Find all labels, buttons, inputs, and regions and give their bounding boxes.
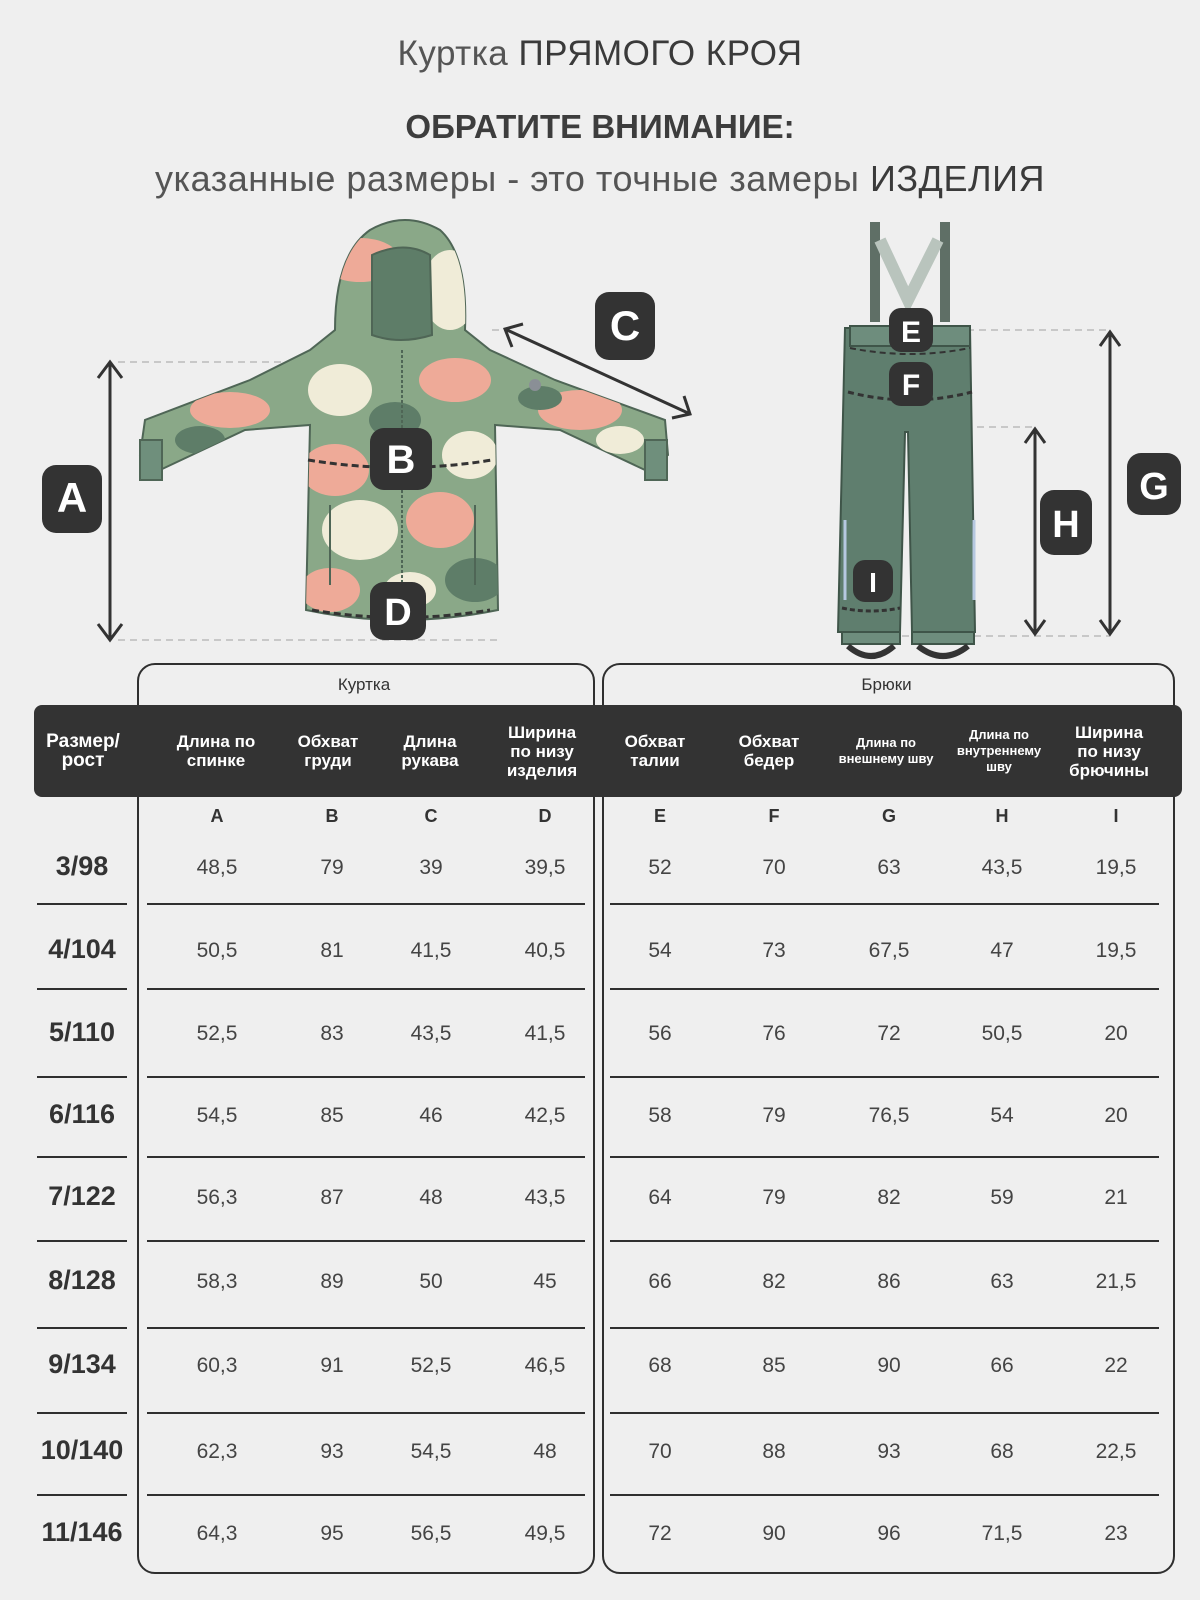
column-header-e: Обхват талии — [624, 732, 686, 770]
marker-f — [889, 362, 933, 406]
value-cell: 66 — [648, 1270, 672, 1293]
column-letter-h: H — [995, 806, 1009, 826]
value-cell: 71,5 — [981, 1522, 1023, 1545]
column-letter-i: I — [1113, 806, 1119, 826]
svg-text:D: D — [384, 592, 412, 634]
value-cell: 76,5 — [868, 1104, 910, 1127]
value-cell: 45 — [533, 1270, 557, 1293]
value-cell: 42,5 — [524, 1104, 566, 1127]
column-header-f: Обхват бедер — [738, 732, 800, 770]
value-cell: 39,5 — [524, 856, 566, 879]
row-divider — [610, 1076, 1159, 1078]
row-divider — [37, 1240, 127, 1242]
column-header-size: Размер/ рост — [46, 731, 120, 771]
column-header-c: Длина рукава — [401, 732, 459, 770]
value-cell: 39 — [419, 856, 443, 879]
row-divider — [610, 903, 1159, 905]
value-cell: 43,5 — [981, 856, 1023, 879]
column-letter-d: D — [538, 806, 552, 826]
value-cell: 43,5 — [410, 1022, 452, 1045]
value-cell: 52,5 — [410, 1354, 452, 1377]
value-cell: 93 — [320, 1440, 344, 1463]
value-cell: 73 — [762, 939, 786, 962]
svg-text:H: H — [1052, 504, 1080, 546]
svg-text:E: E — [900, 316, 922, 349]
value-cell: 68 — [648, 1354, 672, 1377]
column-header-h: Длина по внутреннему шву — [956, 727, 1042, 774]
value-cell: 89 — [320, 1270, 344, 1293]
value-cell: 50,5 — [981, 1022, 1023, 1045]
row-divider — [147, 1156, 585, 1158]
row-divider — [610, 988, 1159, 990]
value-cell: 20 — [1104, 1022, 1128, 1045]
value-cell: 85 — [762, 1354, 786, 1377]
column-letter-c: C — [424, 806, 438, 826]
value-cell: 54 — [990, 1104, 1014, 1127]
value-cell: 52 — [648, 856, 672, 879]
column-letter-b: B — [325, 806, 339, 826]
column-header-b: Обхват груди — [297, 732, 359, 770]
row-divider — [147, 1494, 585, 1496]
value-cell: 72 — [877, 1022, 901, 1045]
value-cell: 56,5 — [410, 1522, 452, 1545]
marker-i — [853, 560, 893, 602]
size-cell: 10/140 — [40, 1435, 124, 1465]
subtitle: указанные размеры - это точные замеры ИЗДЕЛИЯ — [155, 158, 1045, 199]
value-cell: 72 — [648, 1522, 672, 1545]
value-cell: 63 — [877, 856, 901, 879]
size-cell: 5/110 — [48, 1017, 116, 1047]
value-cell: 79 — [762, 1186, 786, 1209]
column-letter-a: A — [210, 806, 224, 826]
value-cell: 87 — [320, 1186, 344, 1209]
value-cell: 54,5 — [410, 1440, 452, 1463]
value-cell: 46 — [419, 1104, 443, 1127]
row-divider — [610, 1240, 1159, 1242]
marker-c — [595, 292, 655, 360]
value-cell: 49,5 — [524, 1522, 566, 1545]
marker-e — [889, 308, 933, 352]
marker-a — [42, 465, 102, 533]
value-cell: 82 — [877, 1186, 901, 1209]
value-cell: 22 — [1104, 1354, 1128, 1377]
value-cell: 52,5 — [196, 1022, 238, 1045]
value-cell: 59 — [990, 1186, 1014, 1209]
row-divider — [147, 1076, 585, 1078]
svg-text:F: F — [901, 369, 921, 402]
value-cell: 48 — [419, 1186, 443, 1209]
value-cell: 56,3 — [196, 1186, 238, 1209]
row-divider — [147, 903, 585, 905]
value-cell: 82 — [762, 1270, 786, 1293]
value-cell: 56 — [648, 1022, 672, 1045]
value-cell: 41,5 — [410, 939, 452, 962]
svg-text:I: I — [869, 567, 877, 598]
column-header-d: Ширина по низу изделия — [506, 722, 578, 780]
value-cell: 20 — [1104, 1104, 1128, 1127]
value-cell: 64,3 — [196, 1522, 238, 1545]
value-cell: 48 — [533, 1440, 557, 1463]
table-header — [34, 705, 1182, 797]
value-cell: 22,5 — [1095, 1440, 1137, 1463]
svg-text:G: G — [1139, 466, 1169, 508]
value-cell: 23 — [1104, 1522, 1128, 1545]
size-cell: 8/128 — [48, 1265, 116, 1295]
column-letter-e: E — [653, 806, 666, 826]
value-cell: 90 — [762, 1522, 786, 1545]
value-cell: 67,5 — [868, 939, 910, 962]
value-cell: 88 — [762, 1440, 786, 1463]
row-divider — [37, 1494, 127, 1496]
marker-g — [1127, 453, 1181, 515]
size-cell: 4/104 — [48, 934, 116, 964]
value-cell: 58 — [648, 1104, 672, 1127]
value-cell: 62,3 — [196, 1440, 238, 1463]
row-divider — [37, 1327, 127, 1329]
row-divider — [37, 988, 127, 990]
attention-heading: ОБРАТИТЕ ВНИМАНИЕ: — [405, 108, 795, 145]
row-divider — [37, 1076, 127, 1078]
garment-illustration — [0, 210, 1200, 662]
value-cell: 70 — [648, 1440, 672, 1463]
row-divider — [147, 988, 585, 990]
value-cell: 60,3 — [196, 1354, 238, 1377]
row-divider — [610, 1156, 1159, 1158]
value-cell: 50 — [419, 1270, 443, 1293]
value-cell: 46,5 — [524, 1354, 566, 1377]
value-cell: 95 — [320, 1522, 344, 1545]
value-cell: 19,5 — [1095, 856, 1137, 879]
row-divider — [37, 903, 127, 905]
svg-text:C: C — [609, 302, 641, 349]
row-divider — [147, 1412, 585, 1414]
column-header-i: Ширина по низу брючины — [1069, 722, 1149, 780]
size-cell: 3/98 — [55, 851, 109, 881]
value-cell: 63 — [990, 1270, 1014, 1293]
page-title: Куртка ПРЯМОГО КРОЯ — [397, 34, 803, 73]
value-cell: 70 — [762, 856, 786, 879]
value-cell: 66 — [990, 1354, 1014, 1377]
column-header-a: Длина по спинке — [176, 732, 256, 770]
value-cell: 54 — [648, 939, 672, 962]
row-divider — [147, 1327, 585, 1329]
value-cell: 81 — [320, 939, 344, 962]
value-cell: 21 — [1104, 1186, 1128, 1209]
marker-h — [1040, 490, 1092, 555]
value-cell: 91 — [320, 1354, 344, 1377]
value-cell: 41,5 — [524, 1022, 566, 1045]
value-cell: 47 — [990, 939, 1014, 962]
value-cell: 83 — [320, 1022, 344, 1045]
pants-group-title: Брюки — [861, 675, 912, 694]
row-divider — [147, 1240, 585, 1242]
value-cell: 40,5 — [524, 939, 566, 962]
value-cell: 43,5 — [524, 1186, 566, 1209]
column-letter-g: G — [881, 806, 896, 826]
value-cell: 21,5 — [1095, 1270, 1137, 1293]
value-cell: 86 — [877, 1270, 901, 1293]
jacket-group-title: Куртка — [337, 675, 391, 694]
marker-b — [370, 428, 432, 490]
size-cell: 11/146 — [41, 1517, 123, 1547]
value-cell: 96 — [877, 1522, 901, 1545]
svg-text:A: A — [56, 474, 88, 521]
size-cell: 6/116 — [48, 1099, 116, 1129]
value-cell: 58,3 — [196, 1270, 238, 1293]
value-cell: 76 — [762, 1022, 786, 1045]
column-header-g: Длина по внешнему шву — [838, 735, 934, 766]
value-cell: 48,5 — [196, 856, 238, 879]
row-divider — [610, 1494, 1159, 1496]
value-cell: 90 — [877, 1354, 901, 1377]
row-divider — [610, 1412, 1159, 1414]
value-cell: 64 — [648, 1186, 672, 1209]
value-cell: 50,5 — [196, 939, 238, 962]
row-divider — [37, 1412, 127, 1414]
marker-d — [370, 582, 426, 640]
value-cell: 19,5 — [1095, 939, 1137, 962]
row-divider — [37, 1156, 127, 1158]
column-letter-f: F — [768, 806, 780, 826]
value-cell: 93 — [877, 1440, 901, 1463]
row-divider — [610, 1327, 1159, 1329]
jacket-drawing — [140, 220, 668, 620]
size-cell: 9/134 — [48, 1349, 116, 1379]
value-cell: 85 — [320, 1104, 344, 1127]
size-cell: 7/122 — [48, 1181, 116, 1211]
value-cell: 79 — [320, 856, 344, 879]
value-cell: 79 — [762, 1104, 786, 1127]
value-cell: 68 — [990, 1440, 1014, 1463]
svg-text:B: B — [386, 438, 416, 482]
value-cell: 54,5 — [196, 1104, 238, 1127]
